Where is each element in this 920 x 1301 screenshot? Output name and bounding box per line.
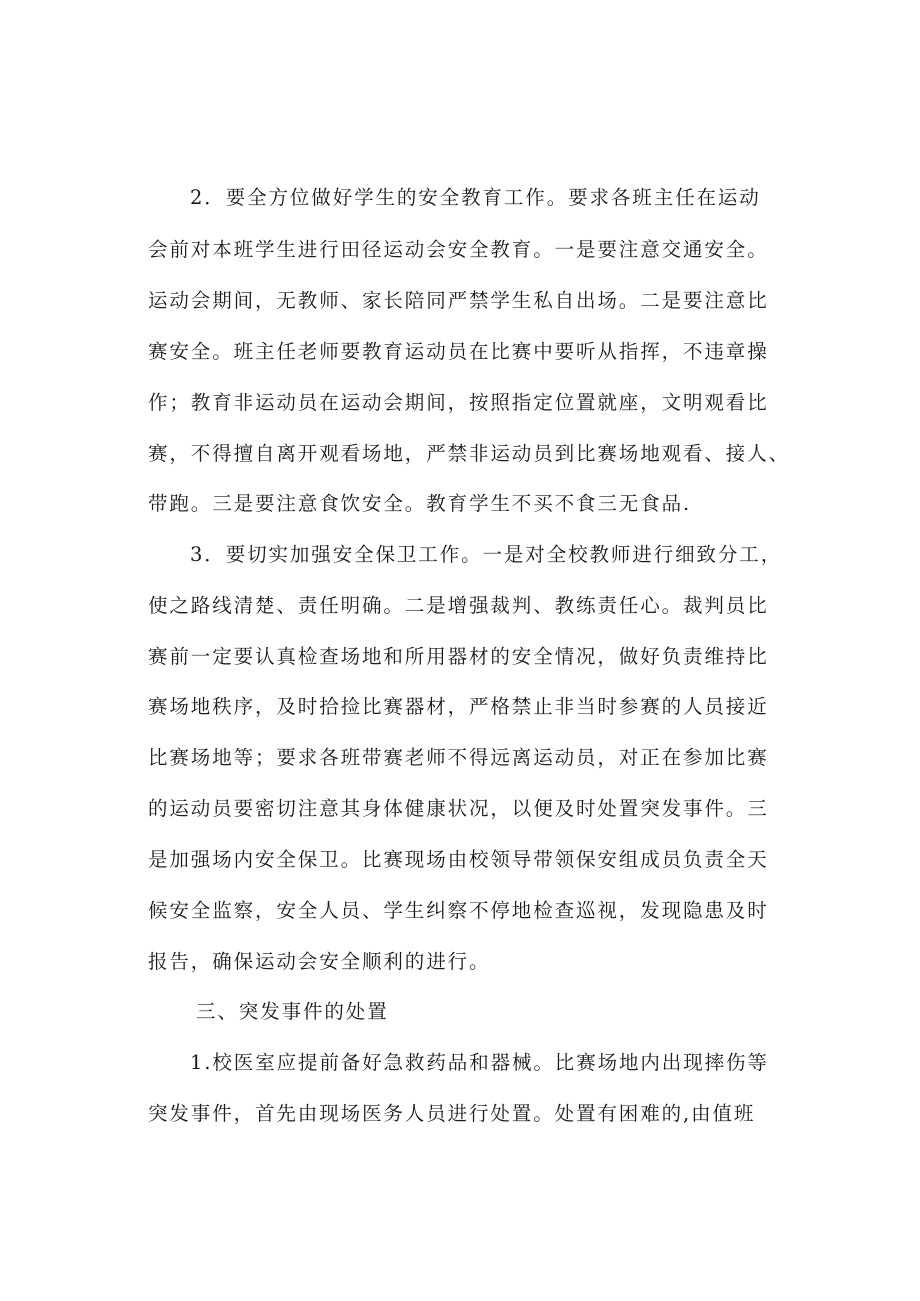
paragraph-2-line-4: 赛安全。班主任老师要教育运动员在比赛中要听从指挥，不违章操 [148, 340, 769, 363]
paragraph-2-line-6: 赛，不得擅自离开观看场地，严禁非运动员到比赛场地观看、接人、 [148, 442, 791, 465]
paragraph-2-line-5: 作；教育非运动员在运动会期间，按照指定位置就座，文明观看比 [148, 391, 769, 414]
paragraph-3-line-8: 候安全监察，安全人员、学生纠察不停地检查巡视，发现隐患及时 [148, 899, 769, 922]
paragraph-2-line-1: 2．要全方位做好学生的安全教育工作。要求各班主任在运动 [190, 186, 761, 209]
paragraph-3-line-2: 使之路线清楚、责任明确。二是增强裁判、教练责任心。裁判员比 [148, 594, 769, 617]
section-heading: 三、突发事件的处置 [196, 1000, 389, 1023]
paragraph-3-line-7: 是加强场内安全保卫。比赛现场由校领导带领保安组成员负责全天 [148, 848, 769, 871]
paragraph-3-line-3: 赛前一定要认真检查场地和所用器材的安全情况，做好负责维持比 [148, 645, 769, 668]
paragraph-3-line-6: 的运动员要密切注意其身体健康状况，以便及时处置突发事件。三 [148, 797, 769, 820]
paragraph-2-line-3: 运动会期间，无教师、家长陪同严禁学生私自出场。二是要注意比 [148, 289, 769, 312]
paragraph-s3-1-line-1: 1.校医室应提前备好急救药品和器械。比赛场地内出现摔伤等 [190, 1051, 769, 1074]
paragraph-2-line-7: 带跑。三是要注意食饮安全。教育学生不买不食三无食品. [148, 492, 692, 515]
paragraph-3-line-5: 比赛场地等；要求各班带赛老师不得远离运动员，对正在参加比赛 [148, 746, 769, 769]
paragraph-3-line-4: 赛场地秩序，及时拾捡比赛器材，严格禁止非当时参赛的人员接近 [148, 695, 769, 718]
paragraph-s3-1-line-2: 突发事件，首先由现场医务人员进行处置。处置有困难的,由值班 [148, 1102, 756, 1125]
paragraph-3-line-1: 3．要切实加强安全保卫工作。一是对全校教师进行细致分工， [190, 543, 783, 566]
paragraph-2-line-2: 会前对本班学生进行田径运动会安全教育。一是要注意交通安全。 [148, 238, 769, 261]
paragraph-3-line-9: 报告，确保运动会安全顺利的进行。 [148, 950, 491, 973]
